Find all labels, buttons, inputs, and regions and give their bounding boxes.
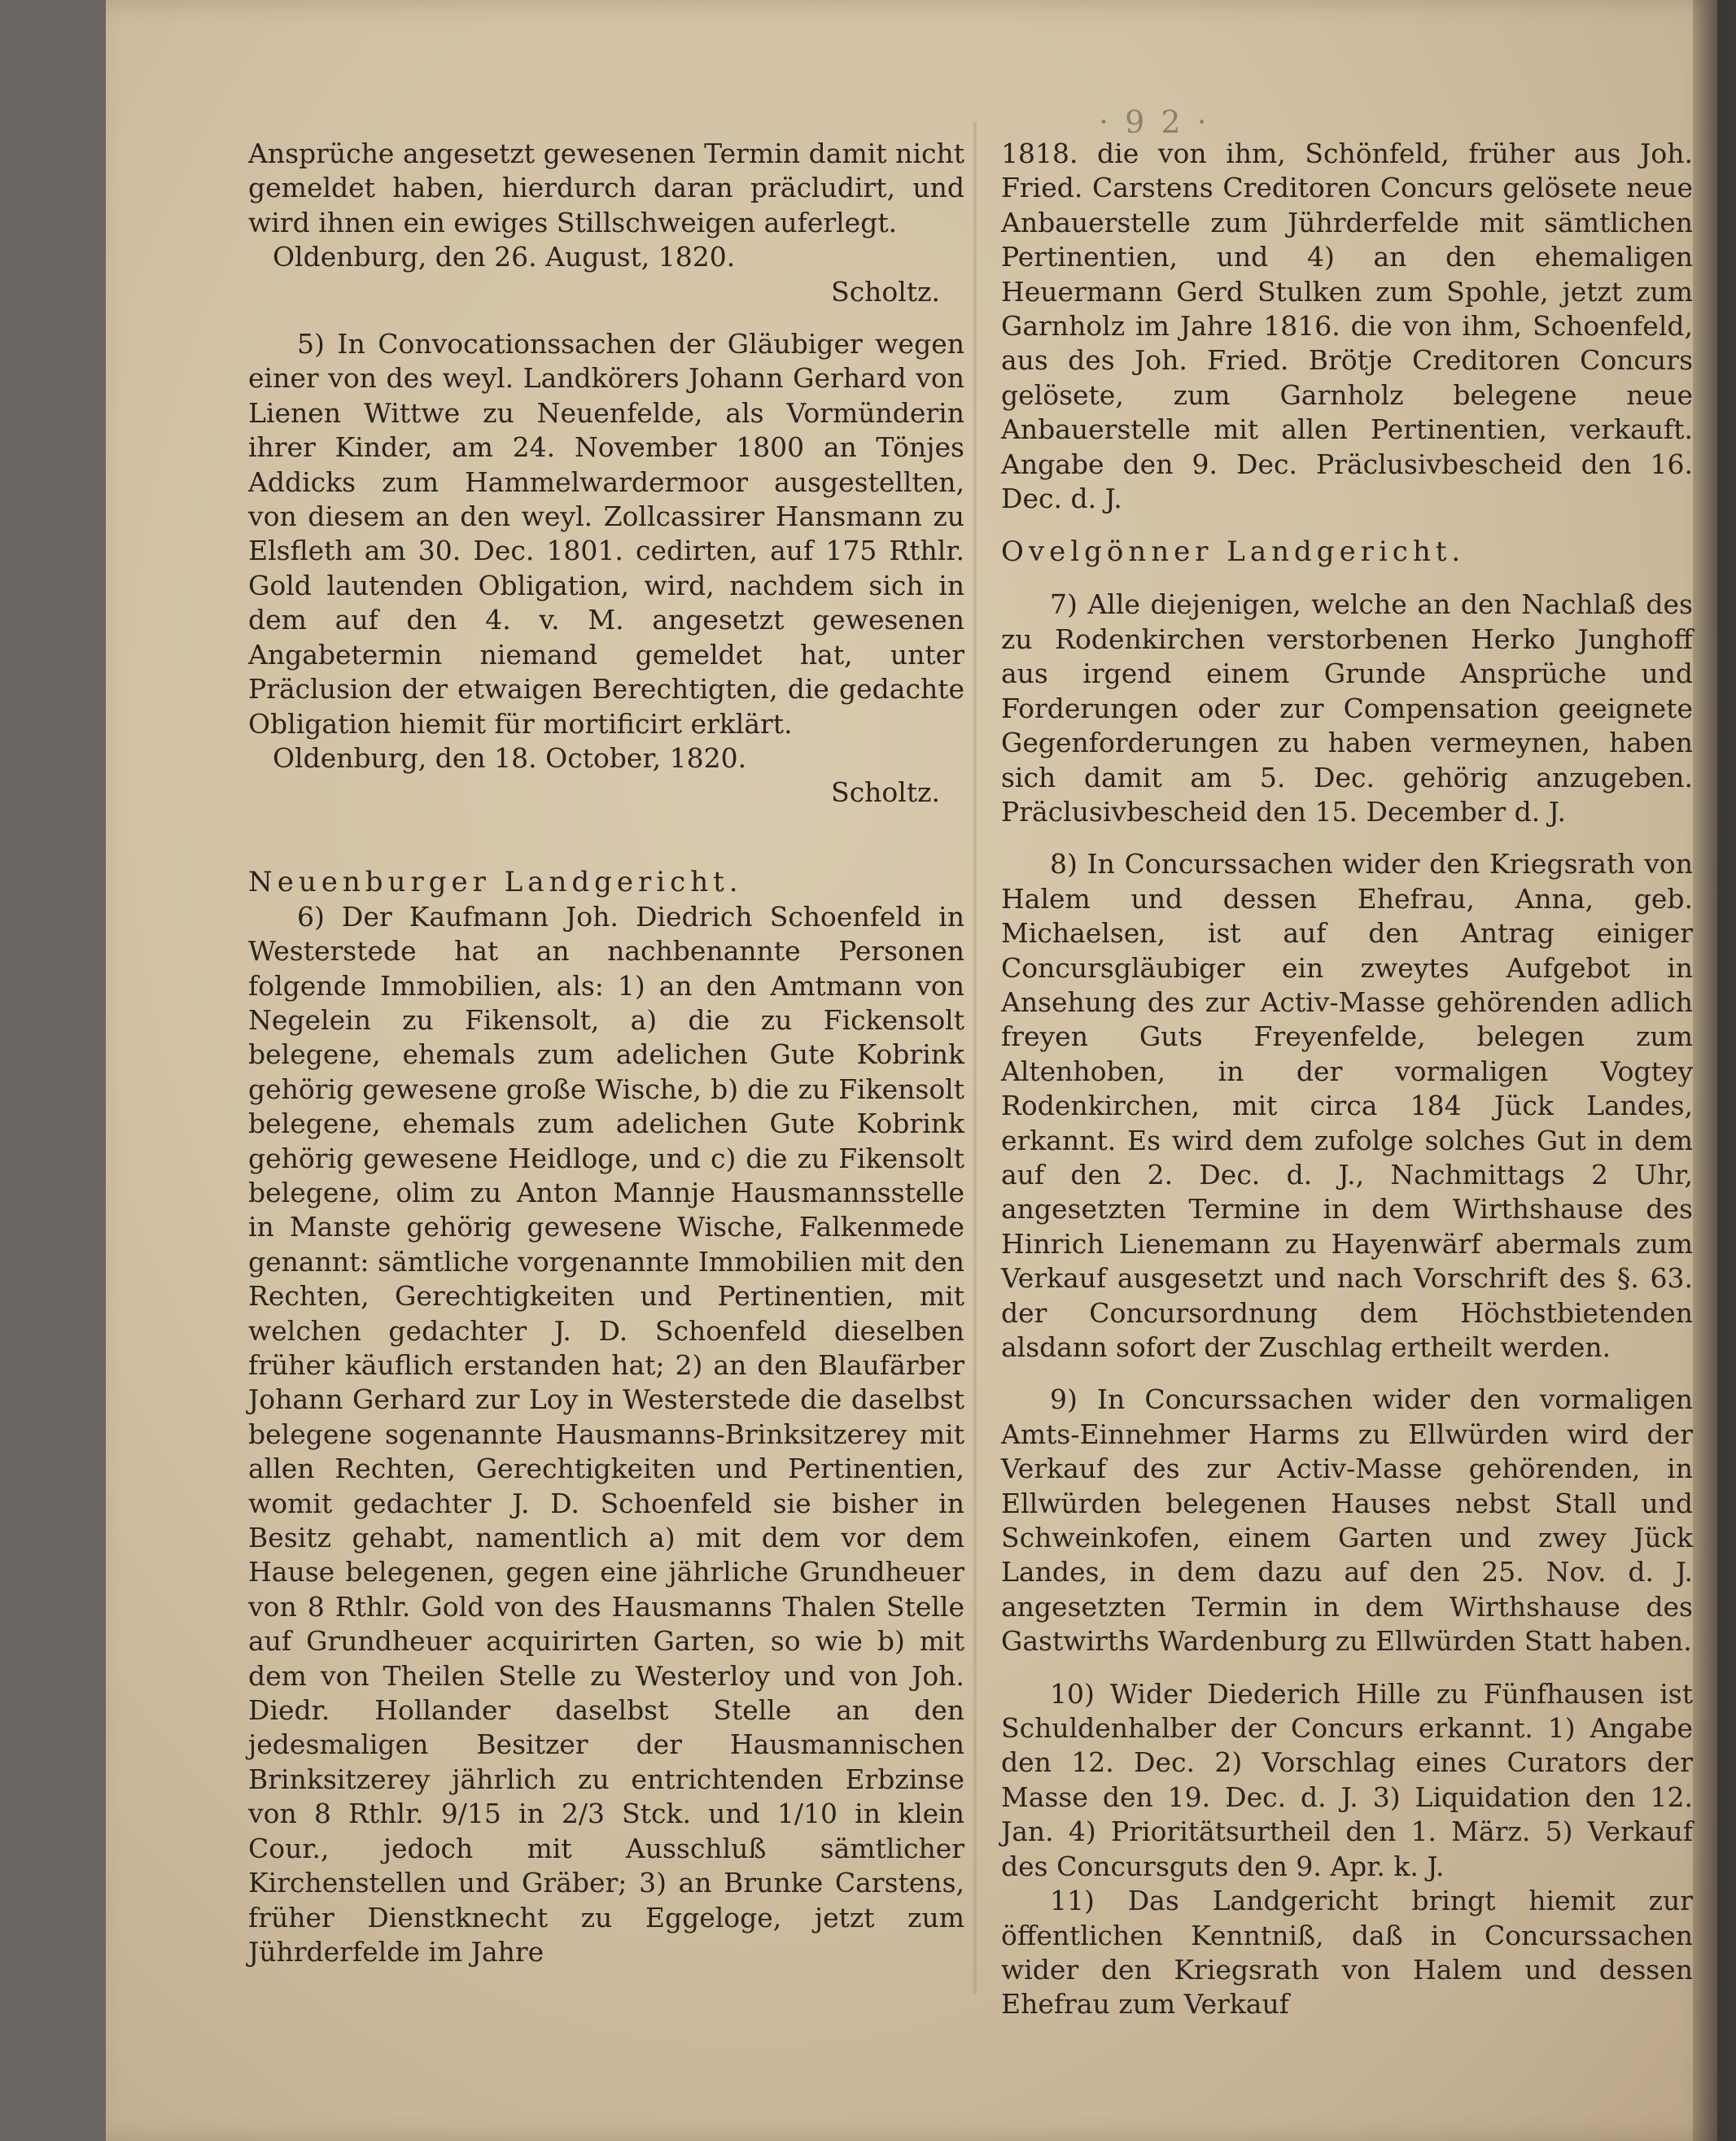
right-column	[1001, 137, 1693, 2022]
paragraph-11: 11) Das Landgericht bringt hiemit zur öffentlichen Kenntniß, daß in Concurssachen wider den Kriegsrath von Halem und dessen Ehefrau zum Verkauf	[1001, 1885, 1693, 2021]
paragraph-6-continuation: 1818. die von ihm, Schönfeld, früher aus Joh. Fried. Carstens Creditoren Concurs gelösete neue Anbauerstelle zum Jührderfelde mit sämtlichen Pertinentien, und 4) an den ehemaligen Heuermann Gerd Stulken zum Spohle, jetzt zum Garnholz im Jahre 1816. die von ihm, Schoenfeld, aus des Joh. Fried. Brötje Creditoren Concurs gelösete, zum Garnholz belegene neue Anbauerstelle mit allen Pertinentien, verkauft. Angabe den 9. Dec. Präclusivbescheid den 16. Dec. d. J.	[1001, 138, 1693, 515]
heading-ovelgoenne: Ovelgönner Landgericht.	[1001, 535, 1466, 569]
paragraph-5: 5) In Convocationssachen der Gläubiger wegen einer von des weyl. Landkörers Johann Gerhard von Lienen Wittwe zu Neuenfelde, als Vormünderin ihrer Kinder, am 24. November 1800 an Tönjes Addicks zum Hammelwardermoor ausgestellten, von diesem an den weyl. Zollcassirer Hansmann zu Elsfleth am 30. Dec. 1801. cedirten, auf 175 Rthlr. Gold lautenden Obligation, wird, nachdem sich in dem auf den 4. v. M. angesetzt gewesenen Angabetermin niemand gemeldet hat, unter Präclusion der etwaigen Berechtigten, die gedachte Obligation hiemit für mortificirt erklärt.	[248, 328, 964, 740]
signature-2: Scholtz.	[831, 776, 940, 809]
page-number: · 9 2 ·	[1099, 104, 1210, 140]
place-date-2: Oldenburg, den 18. October, 1820.	[273, 741, 747, 774]
signature-1: Scholtz.	[831, 275, 940, 308]
left-column	[248, 137, 964, 1969]
heading-neuenburg: Neuenburger Landgericht.	[248, 865, 743, 898]
place-date-1: Oldenburg, den 26. August, 1820.	[273, 241, 736, 273]
paragraph-continuation: Ansprüche angesetzt gewesenen Termin damit nicht gemeldet haben, hierdurch daran präcludirt, und wird ihnen ein ewiges Stillschweigen auferlegt.	[248, 138, 964, 238]
page-edge-shadow	[1693, 0, 1736, 2141]
paragraph-9: 9) In Concurssachen wider den vormaligen Amts-Einnehmer Harms zu Ellwürden wird der Verkauf des zur Activ-Masse gehörenden, in Ellwürden belegenen Hauses nebst Stall und Schweinkofen, einem Garten und zwey Jück Landes, in dem dazu auf den 25. Nov. d. J. angesetzten Termin in dem Wirthshause des Gastwirths Wardenburg zu Ellwürden Statt haben.	[1001, 1383, 1693, 1658]
paragraph-10: 10) Wider Diederich Hille zu Fünfhausen ist Schuldenhalber der Concurs erkannt. 1) Angabe den 12. Dec. 2) Vorschlag eines Curators der Masse den 19. Dec. d. J. 3) Liquidation den 12. Jan. 4) Prioritätsurtheil den 1. März. 5) Verkauf des Concursguts den 9. Apr. k. J.	[1001, 1677, 1693, 1882]
paragraph-6: 6) Der Kaufmann Joh. Diedrich Schoenfeld in Westerstede hat an nachbenannte Personen folgende Immobilien, als: 1) an den Amtmann von Negelein zu Fikensolt, a) die zu Fickensolt belegene, ehemals zum adelichen Gute Kobrink gehörig gewesene große Wische, b) die zu Fikensolt belegene, ehemals zum adelichen Gute Kobrink gehörig gewesene Heidloge, und c) die zu Fikensolt belegene, olim zu Anton Mannje Hausmannsstelle in Manste gehörig gewesene Wische, Falkenmede genannt: sämtliche vorgenannte Immobilien mit den Rechten, Gerechtigkeiten und Pertinentien, mit welchen gedachter J. D. Schoenfeld dieselben früher käuflich erstanden hat; 2) an den Blaufärber Johann Gerhard zur Loy in Westerstede die daselbst belegene sogenannte Hausmanns-Brinksitzerey mit allen Rechten, Gerechtigkeiten und Pertinentien, womit gedachter J. D. Schoenfeld sie bisher in Besitz gehabt, namentlich a) mit dem vor dem Hause belegenen, gegen eine jährliche Grundheuer von 8 Rthlr. Gold von des Hausmanns Thalen Stelle auf Grundheuer acquirirten Garten, so wie b) mit dem von Theilen Stelle zu Westerloy und von Joh. Diedr. Hollander daselbst Stelle an den jedesmaligen Besitzer der Hausmannischen Brinksitzerey jährlich zu entrichtenden Erbzinse von 8 Rthlr. 9/15 in 2/3 Stck. und 1/10 in klein Cour., jedoch mit Ausschluß sämtlicher Kirchenstellen und Gräber; 3) an Brunke Carstens, früher Dienstknecht zu Eggeloge, jetzt zum Jührderfelde im Jahre	[248, 900, 964, 1968]
column-fold	[973, 122, 977, 1994]
paragraph-8: 8) In Concurssachen wider den Kriegsrath von Halem und dessen Ehefrau, Anna, geb. Michaelsen, ist auf den Antrag einiger Concursgläubiger ein zweytes Aufgebot in Ansehung des zur Activ-Masse gehörenden adlich freyen Guts Freyenfelde, belegen zum Altenhoben, in der vormaligen Vogtey Rodenkirchen, mit circa 184 Jück Landes, erkannt. Es wird dem zufolge solches Gut in dem auf den 2. Dec. d. J., Nachmittags 2 Uhr, angesetzten Termine in dem Wirthshause des Hinrich Lienemann zu Hayenwärf abermals zum Verkauf ausgesetzt und nach Vorschrift des §. 63. der Concursordnung dem Höchstbietenden alsdann sofort der Zuschlag ertheilt werden.	[1001, 848, 1693, 1363]
paragraph-7: 7) Alle diejenigen, welche an den Nachlaß des zu Rodenkirchen verstorbenen Herko Junghoff aus irgend einem Grunde Ansprüche und Forderungen oder zur Compensation geeignete Gegenforderungen zu haben vermeynen, haben sich damit am 5. Dec. gehörig anzugeben. Präclusivbescheid den 15. December d. J.	[1001, 588, 1693, 828]
